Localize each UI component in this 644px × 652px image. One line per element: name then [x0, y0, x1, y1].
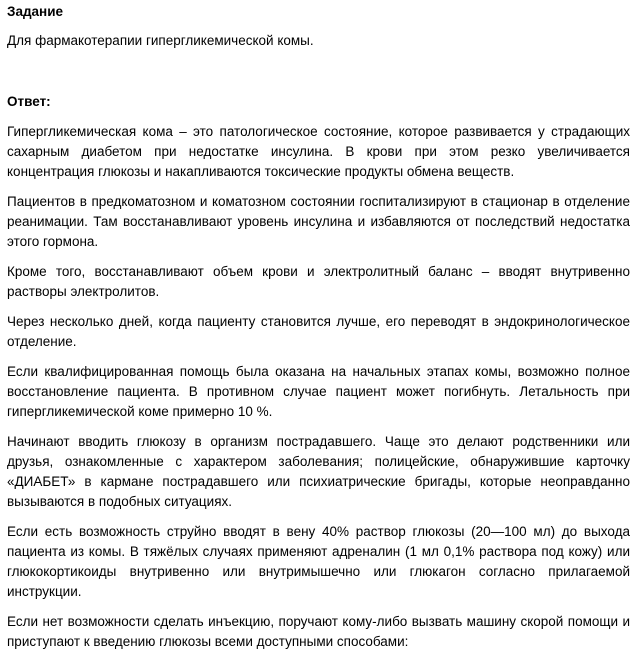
answer-paragraph-2: Пациентов в предкоматозном и коматозном состоянии госпитализируют в стационар в отделение реанимации. Там восстанавливают уровень инсулина и избавляются от последствий недостатка этого гормона. [7, 194, 630, 249]
answer-paragraph-8: Если нет возможности сделать инъекцию, поручают кому-либо вызвать машину скорой помощи и приступают к введению глюкозы всеми доступными способами: [7, 614, 630, 649]
answer-paragraph-1: Гипергликемическая кома – это патологическое состояние, которое развивается у страдающих сахарным диабетом при недостатке инсулина. В крови при этом резко увеличивается концентрация глюкозы и накапливаются токсические продукты обмена веществ. [7, 124, 630, 179]
task-text: Для фармакотерапии гипергликемической комы. [7, 33, 314, 48]
answer-paragraph-7: Если есть возможность струйно вводят в вену 40% раствор глюкозы (20—100 мл) до выхода пациента из комы. В тяжёлых случаях применяют адреналин (1 мл 0,1% раствора под кожу) или глюкокортикоиды внутривенно или внутримышечно или глюкагон согласно прилагаемой инструкции. [7, 524, 630, 599]
answer-heading: Ответ: [7, 94, 51, 109]
document-page [7, 0, 630, 652]
task-heading: Задание [7, 4, 64, 19]
answer-paragraph-3: Кроме того, восстанавливают объем крови и электролитный баланс – вводят внутривенно растворы электролитов. [7, 264, 630, 299]
answer-paragraph-4: Через несколько дней, когда пациенту становится лучше, его переводят в эндокринологическое отделение. [7, 314, 630, 349]
answer-paragraph-6: Начинают вводить глюкозу в организм пострадавшего. Чаще это делают родственники или друзья, ознакомленные с характером заболевания; полицейские, обнаружившие карточку «ДИАБЕТ» в кармане пострадавшего или психиатрические бригады, которые неоправданно вызываются в подобных ситуациях. [7, 434, 630, 509]
answer-paragraph-5: Если квалифицированная помощь была оказана на начальных этапах комы, возможно полное восстановление пациента. В противном случае пациент может погибнуть. Летальность при гипергликемической коме примерно 10 %. [7, 364, 630, 419]
